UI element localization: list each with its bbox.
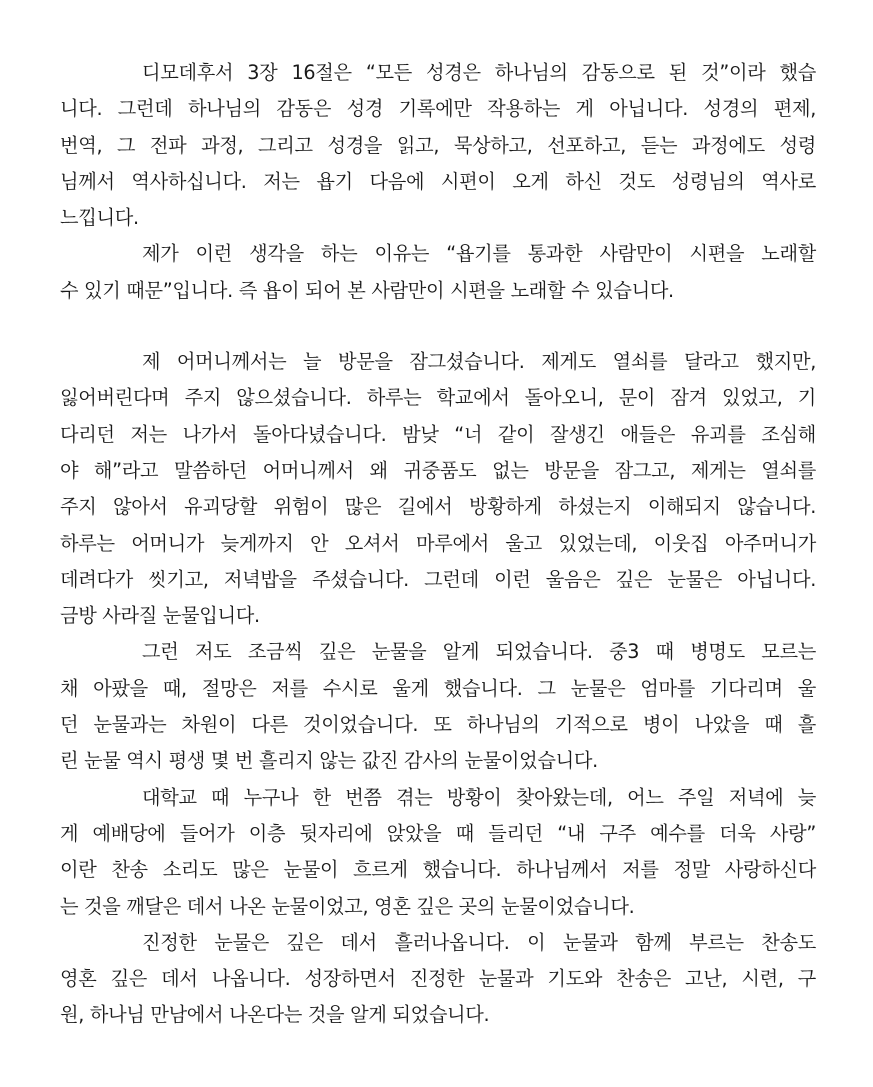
text-line: 는 것을 깨달은 데서 나온 눈물이었고, 영혼 깊은 곳의 눈물이었습니다. <box>60 894 635 918</box>
text-line: 주지 않아서 유괴당할 위험이 많은 길에서 방황하게 하셨는지 이해되지 않습니다. <box>60 495 816 519</box>
text-line: 하루는 어머니가 늦게까지 안 오셔서 마루에서 울고 있었는데, 이웃집 아주머니가 <box>60 531 816 555</box>
paragraph-1 <box>60 55 816 236</box>
text-line: 영혼 깊은 데서 나옵니다. 성장하면서 진정한 눈물과 기도와 찬송은 고난, 시련, 구 <box>60 967 816 991</box>
paragraph-2 <box>60 236 816 309</box>
section-gap <box>60 309 816 344</box>
document-page <box>60 55 816 1034</box>
text-line: 린 눈물 역시 평생 몇 번 흘리지 않는 값진 감사의 눈물이었습니다. <box>60 749 598 773</box>
text-line: 다리던 저는 나가서 돌아다녔습니다. 밤낮 “너 같이 잘생긴 애들은 유괴를 조심해 <box>60 422 816 446</box>
text-line: 니다. 그런데 하나님의 감동은 성경 기록에만 작용하는 게 아닙니다. 성경의 편제, <box>60 97 816 121</box>
text-line: 게 예배당에 들어가 이층 뒷자리에 앉았을 때 들리던 “내 구주 예수를 더욱 사랑” <box>60 821 816 845</box>
text-line: 진정한 눈물은 깊은 데서 흘러나옵니다. 이 눈물과 함께 부르는 찬송도 <box>142 930 816 954</box>
text-line: 원, 하나님 만남에서 나온다는 것을 알게 되었습니다. <box>60 1003 490 1027</box>
text-line: 제 어머니께서는 늘 방문을 잠그셨습니다. 제게도 열쇠를 달라고 했지만, <box>142 350 816 374</box>
paragraph-5 <box>60 780 816 925</box>
text-line: 대학교 때 누구나 한 번쯤 겪는 방황이 찾아왔는데, 어느 주일 저녁에 늦 <box>142 785 816 809</box>
text-line: 느낍니다. <box>60 206 139 230</box>
text-line: 채 아팠을 때, 절망은 저를 수시로 울게 했습니다. 그 눈물은 엄마를 기다리며 울 <box>60 676 816 700</box>
text-line: 수 있기 때문”입니다. 즉 욥이 되어 본 사람만이 시편을 노래할 수 있습니다. <box>60 278 674 302</box>
text-line: 데려다가 씻기고, 저녁밥을 주셨습니다. 그런데 이런 울음은 깊은 눈물은 아닙니다. <box>60 567 816 591</box>
paragraph-6 <box>60 925 816 1034</box>
text-line: 야 해”라고 말씀하던 어머니께서 왜 귀중품도 없는 방문을 잠그고, 제게는 열쇠를 <box>60 458 816 482</box>
text-line: 그런 저도 조금씩 깊은 눈물을 알게 되었습니다. 중3 때 병명도 모르는 <box>142 640 816 664</box>
text-line: 님께서 역사하십니다. 저는 욥기 다음에 시편이 오게 하신 것도 성령님의 역사로 <box>60 169 816 193</box>
text-line: 던 눈물과는 차원이 다른 것이었습니다. 또 하나님의 기적으로 병이 나았을 때 흘 <box>60 713 816 737</box>
text-line: 이란 찬송 소리도 많은 눈물이 흐르게 했습니다. 하나님께서 저를 정말 사랑하신다 <box>60 858 816 882</box>
text-line: 번역, 그 전파 과정, 그리고 성경을 읽고, 묵상하고, 선포하고, 듣는 과정에도 성령 <box>60 133 816 157</box>
text-line: 잃어버린다며 주지 않으셨습니다. 하루는 학교에서 돌아오니, 문이 잠겨 있었고, 기 <box>60 386 816 410</box>
text-line: 금방 사라질 눈물입니다. <box>60 604 260 628</box>
text-line: 제가 이런 생각을 하는 이유는 “욥기를 통과한 사람만이 시편을 노래할 <box>142 242 816 266</box>
paragraph-3 <box>60 344 816 634</box>
paragraph-4 <box>60 634 816 779</box>
text-line: 디모데후서 3장 16절은 “모든 성경은 하나님의 감동으로 된 것”이라 했습 <box>142 61 816 84</box>
